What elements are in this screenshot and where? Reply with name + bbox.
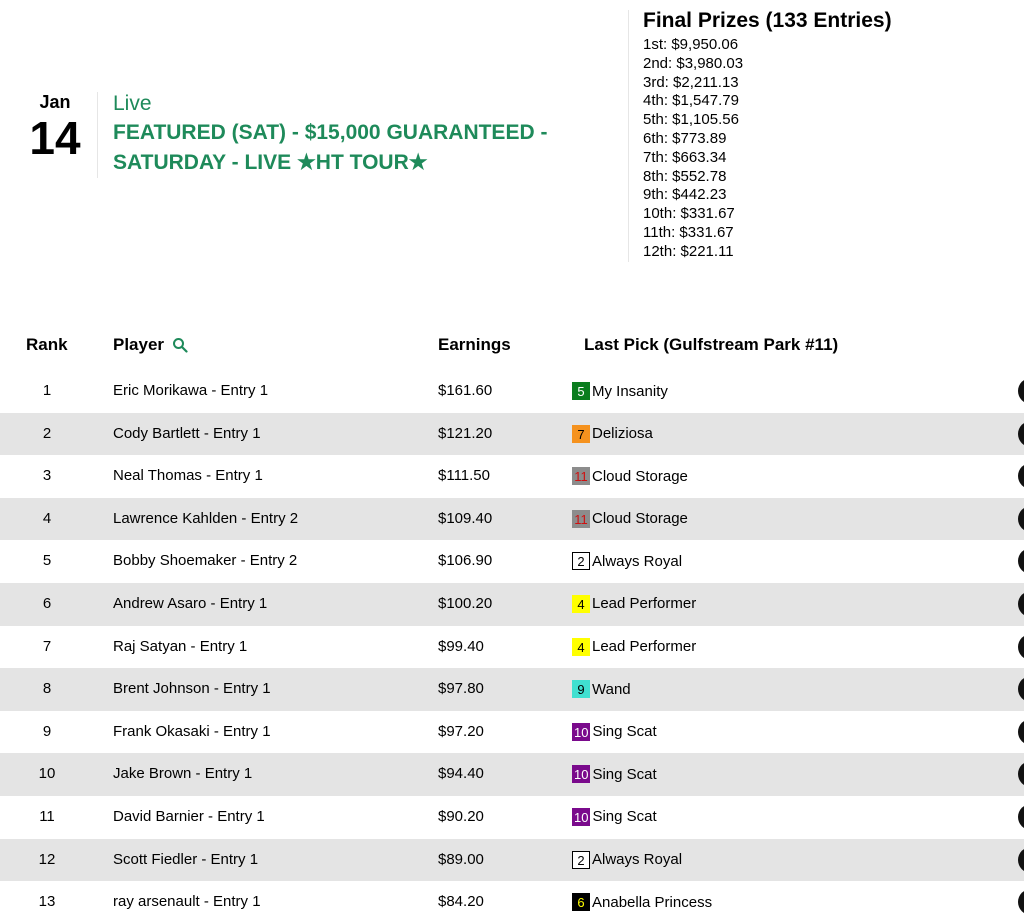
saddle-cloth-badge: 4	[572, 595, 590, 613]
horse-name: Deliziosa	[592, 425, 653, 443]
last-pick-header: Last Pick (Gulfstream Park #11)	[584, 335, 839, 354]
row-action-icon[interactable]	[1018, 889, 1024, 915]
last-pick-cell	[572, 638, 696, 656]
saddle-cloth-badge: 10	[574, 809, 589, 825]
horse-name: Wand	[592, 680, 631, 698]
table-row[interactable]	[0, 711, 1024, 754]
prize-item: 4th: $1,547.79	[643, 92, 739, 110]
prize-list	[643, 36, 892, 262]
player-cell[interactable]: Lawrence Kahlden - Entry 2	[113, 509, 299, 527]
table-row[interactable]	[0, 498, 1024, 541]
table-row[interactable]	[0, 583, 1024, 626]
player-cell[interactable]: Brent Johnson - Entry 1	[113, 680, 271, 698]
horse-name: Cloud Storage	[592, 467, 688, 485]
table-row[interactable]	[0, 668, 1024, 711]
player-cell[interactable]: Raj Satyan - Entry 1	[113, 637, 248, 655]
player-cell[interactable]: Andrew Asaro - Entry 1	[113, 594, 268, 612]
earnings-cell: $121.20	[438, 424, 493, 442]
earnings-cell: $99.40	[438, 637, 484, 655]
rank-cell: 6	[42, 594, 52, 612]
prize-item: 12th: $221.11	[643, 242, 734, 260]
horse-name: Sing Scat	[592, 723, 657, 741]
player-cell[interactable]: Bobby Shoemaker - Entry 2	[113, 552, 298, 570]
earnings-cell: $94.40	[438, 765, 484, 783]
earnings-cell: $97.80	[438, 680, 484, 698]
row-action-icon[interactable]	[1018, 463, 1024, 489]
rank-cell: 9	[42, 722, 52, 740]
saddle-cloth-badge: 2	[572, 552, 590, 570]
player-cell[interactable]: Jake Brown - Entry 1	[113, 765, 253, 783]
row-action-icon[interactable]	[1018, 506, 1024, 532]
rank-cell: 10	[38, 765, 56, 783]
rank-cell: 13	[38, 893, 56, 911]
player-cell[interactable]: Frank Okasaki - Entry 1	[113, 722, 271, 740]
prizes-divider	[628, 10, 629, 262]
prize-item: 11th: $331.67	[643, 223, 734, 241]
saddle-cloth-badge: 5	[572, 382, 590, 400]
horse-name: Always Royal	[592, 552, 683, 570]
prize-item: 9th: $442.23	[643, 186, 727, 204]
last-pick-cell	[572, 765, 657, 783]
row-action-icon[interactable]	[1018, 421, 1024, 447]
row-action-icon[interactable]	[1018, 804, 1024, 830]
prize-item: 8th: $552.78	[643, 167, 727, 185]
horse-name: Sing Scat	[592, 765, 657, 783]
player-cell[interactable]: ray arsenault - Entry 1	[113, 893, 261, 911]
table-row[interactable]	[0, 796, 1024, 839]
last-pick-cell	[572, 723, 657, 741]
final-prizes-title: Final Prizes (133 Entries)	[643, 9, 892, 32]
player-cell[interactable]: Eric Morikawa - Entry 1	[113, 382, 269, 399]
event-title-block	[113, 92, 613, 178]
earnings-cell: $84.20	[438, 893, 484, 911]
table-row[interactable]	[0, 540, 1024, 583]
last-pick-cell	[572, 808, 657, 826]
row-action-icon[interactable]	[1018, 378, 1024, 404]
rank-cell: 2	[42, 424, 52, 442]
horse-name: Sing Scat	[592, 808, 657, 826]
rank-cell: 7	[42, 637, 52, 655]
saddle-cloth-badge: 10	[574, 767, 589, 783]
last-pick-cell	[572, 510, 688, 528]
rank-cell: 1	[42, 382, 52, 399]
row-action-icon[interactable]	[1018, 591, 1024, 617]
last-pick-cell	[572, 552, 682, 570]
event-month: Jan	[39, 92, 71, 112]
table-row[interactable]	[0, 881, 1024, 924]
prize-item: 6th: $773.89	[643, 129, 727, 147]
player-header	[113, 335, 188, 355]
player-cell[interactable]: Cody Bartlett - Entry 1	[113, 424, 261, 442]
prize-item: 7th: $663.34	[643, 148, 727, 166]
earnings-cell: $89.00	[438, 850, 484, 868]
player-cell[interactable]: Scott Fiedler - Entry 1	[113, 850, 259, 868]
table-row[interactable]	[0, 839, 1024, 882]
row-action-icon[interactable]	[1018, 676, 1024, 702]
event-name-line-1[interactable]: FEATURED (SAT) - $15,000 GUARANTEED -	[113, 121, 548, 144]
last-pick-cell	[572, 595, 696, 613]
search-icon[interactable]	[172, 337, 188, 353]
row-action-icon[interactable]	[1018, 634, 1024, 660]
rank-cell: 8	[42, 680, 52, 698]
row-action-icon[interactable]	[1018, 847, 1024, 873]
last-pick-cell	[572, 382, 668, 400]
earnings-cell: $111.50	[438, 467, 490, 485]
earnings-cell: $97.20	[438, 722, 484, 740]
horse-name: Lead Performer	[592, 638, 697, 656]
prize-item: 1st: $9,950.06	[643, 36, 739, 53]
horse-name: Anabella Princess	[592, 893, 713, 911]
saddle-cloth-badge: 6	[572, 893, 590, 911]
last-pick-cell	[572, 680, 631, 698]
earnings-cell: $100.20	[438, 594, 493, 612]
earnings-header: Earnings	[438, 335, 511, 354]
row-action-icon[interactable]	[1018, 761, 1024, 787]
event-date	[22, 92, 88, 164]
saddle-cloth-badge: 10	[574, 724, 589, 740]
final-prizes	[643, 8, 892, 262]
row-action-icon[interactable]	[1018, 719, 1024, 745]
earnings-cell: $90.20	[438, 807, 484, 825]
rank-header: Rank	[26, 335, 68, 354]
table-row[interactable]	[0, 413, 1024, 456]
leaderboard-rows	[0, 370, 1024, 924]
date-divider	[97, 92, 98, 178]
rank-cell: 5	[42, 552, 52, 570]
last-pick-cell	[572, 467, 688, 485]
saddle-cloth-badge: 4	[572, 638, 590, 656]
prize-item: 5th: $1,105.56	[643, 111, 739, 129]
prize-item: 3rd: $2,211.13	[643, 73, 739, 91]
prize-item: 10th: $331.67	[643, 205, 735, 223]
table-row[interactable]	[0, 753, 1024, 796]
rank-cell: 12	[38, 850, 56, 868]
saddle-cloth-badge: 2	[572, 851, 590, 869]
player-cell[interactable]: David Barnier - Entry 1	[113, 807, 265, 825]
last-pick-cell	[572, 893, 712, 911]
event-day: 14	[29, 112, 81, 164]
player-header-label: Player	[113, 335, 165, 354]
earnings-cell: $109.40	[438, 509, 493, 527]
last-pick-cell	[572, 425, 653, 443]
horse-name: Always Royal	[592, 851, 683, 869]
horse-name: My Insanity	[592, 382, 668, 400]
horse-name: Lead Performer	[592, 595, 697, 613]
last-pick-cell	[572, 851, 682, 869]
table-row[interactable]	[0, 626, 1024, 669]
player-cell[interactable]: Neal Thomas - Entry 1	[113, 467, 263, 485]
rank-cell: 3	[42, 467, 52, 485]
table-row[interactable]	[0, 370, 1024, 413]
saddle-cloth-badge: 11	[572, 510, 590, 528]
horse-name: Cloud Storage	[592, 510, 688, 528]
event-status: Live	[113, 92, 152, 115]
saddle-cloth-badge: 11	[572, 467, 590, 485]
saddle-cloth-badge: 9	[572, 680, 590, 698]
row-action-icon[interactable]	[1018, 548, 1024, 574]
leaderboard-header	[0, 328, 1024, 362]
earnings-cell: $106.90	[438, 552, 493, 570]
table-row[interactable]	[0, 455, 1024, 498]
prize-item: 2nd: $3,980.03	[643, 54, 744, 72]
event-name-line-2[interactable]: SATURDAY - LIVE ★HT TOUR★	[113, 151, 428, 174]
earnings-cell: $161.60	[438, 382, 493, 399]
rank-cell: 4	[42, 509, 52, 527]
saddle-cloth-badge: 7	[572, 425, 590, 443]
rank-cell: 11	[39, 807, 55, 825]
